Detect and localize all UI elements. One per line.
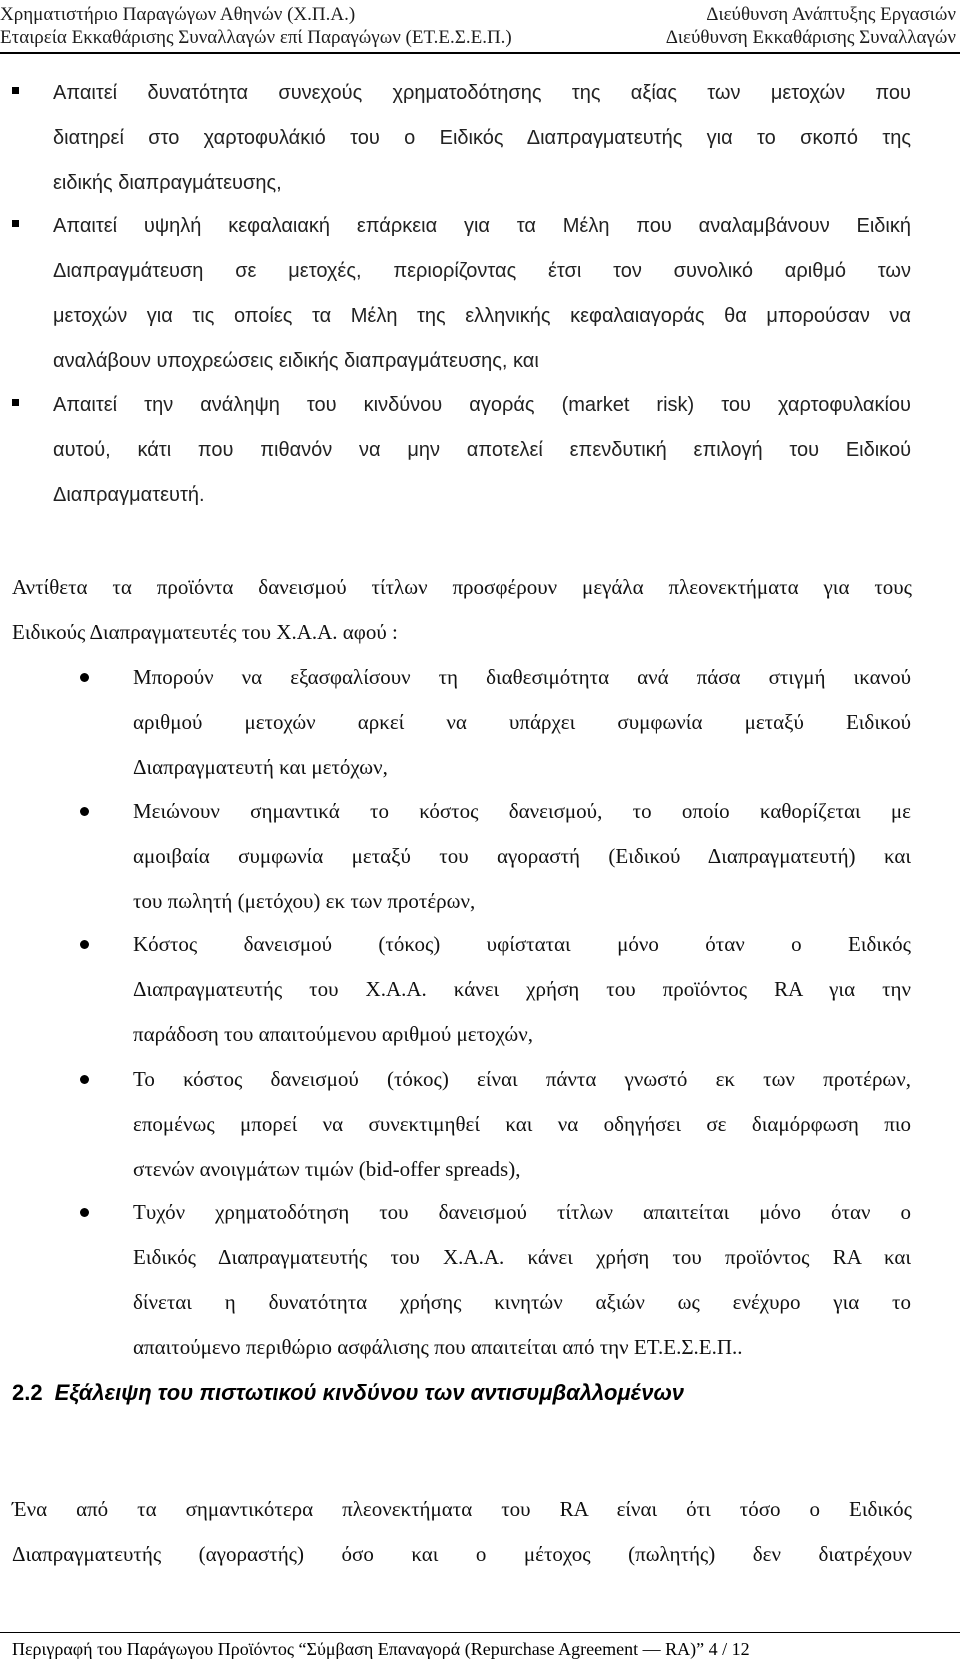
text-line: αμοιβαία συμφωνία μεταξύ του αγοραστή (Ειδικού Διαπραγματευτή) και [133,844,911,868]
text-line: Μειώνουν σημαντικά το κόστος δανεισμού, το οποίο καθορίζεται με [133,799,911,823]
square-bullet-icon [12,220,19,227]
round-bullet-icon [80,673,89,682]
page-header-row-1 [0,3,960,27]
text-line: αριθμού μετοχών αρκεί να υπάρχει συμφωνία μεταξύ Ειδικού [133,710,911,734]
text-line: διατηρεί στο χαρτοφυλάκιό του ο Ειδικός Διαπραγματευτής για το σκοπό της [53,127,911,149]
section-number: 2.2 [12,1380,43,1405]
text-line: δίνεται η δυνατότητα χρήσης κινητών αξιών ως ενέχυρο για το [133,1290,911,1314]
text-line: Ένα από τα σημαντικότερα πλεονεκτήματα του RA είναι ότι τόσο ο Ειδικός [12,1497,912,1521]
text-line: Κόστος δανεισμού (τόκος) υφίσταται μόνο όταν ο Ειδικός [133,932,911,956]
text-line: αυτού, κάτι που πιθανόν να μην αποτελεί επενδυτική επιλογή του Ειδικού [53,439,911,461]
header-department: Διεύθυνση Ανάπτυξης Εργασιών [706,4,956,25]
text-line: Το κόστος δανεισμού (τόκος) είναι πάντα γνωστό εκ των προτέρων, [133,1067,911,1091]
header-clearing-department: Διεύθυνση Εκκαθάρισης Συναλλαγών [665,27,956,48]
text-line: Τυχόν χρηματοδότηση του δανεισμού τίτλων απαιτείται μόνο όταν ο [133,1200,911,1224]
text-line: Διαπραγματευτής του Χ.Α.Α. κάνει χρήση του προϊόντος RA για την [133,977,911,1001]
text-line: μετοχών για τις οποίες τα Μέλη της ελληνικής κεφαλαιαγοράς θα μπορούσαν να [53,305,911,327]
text-line: Διαπραγματευτής (αγοραστής) όσο και ο μέτοχος (πωλητής) δεν διατρέχουν [12,1542,912,1566]
bullet-paragraph [53,71,911,206]
text-line: αναλάβουν υποχρεώσεις ειδικής διαπραγμάτευσης, και [53,350,539,372]
footer-text: Περιγραφή του Παράγωγου Προϊόντος “Σύμβαση Επαναγορά (Repurchase Agreement — RA)” 4 / 12 [12,1639,750,1659]
bullet-paragraph [53,204,911,384]
round-bullet-icon [80,1075,89,1084]
bullet-paragraph [53,383,911,518]
text-line: Απαιτεί δυνατότητα συνεχούς χρηματοδότησης της αξίας των μετοχών που [53,82,911,104]
section-title: Εξάλειψη του πιστωτικού κινδύνου των αντισυμβαλλομένων [54,1380,685,1405]
text-line: Απαιτεί την ανάληψη του κινδύνου αγοράς (market risk) του χαρτοφυλακίου [53,394,911,416]
round-bullet-icon [80,940,89,949]
header-organization: Χρηματιστήριο Παραγώγων Αθηνών (Χ.Π.Α.) [0,4,356,25]
header-clearing-house: Εταιρεία Εκκαθάρισης Συναλλαγών επί Παραγώγων (ΕΤ.Ε.Σ.Ε.Π.) [0,27,512,48]
text-line: Διαπραγματευτή. [53,484,205,506]
bullet-paragraph [133,789,911,924]
footer-rule [0,1632,960,1633]
text-line: απαιτούμενο περιθώριο ασφάλισης που απαιτείται από την ΕΤ.Ε.Σ.Ε.Π.. [133,1335,743,1359]
bullet-paragraph [133,1057,911,1192]
bullet-paragraph [133,655,911,790]
text-line: επομένως μπορεί να συνεκτιμηθεί και να οδηγήσει σε διαμόρφωση πιο [133,1112,911,1136]
header-rule [0,52,960,54]
text-line: ειδικής διαπραγμάτευσης, [53,172,282,194]
page-footer [0,1636,960,1662]
text-line: Μπορούν να εξασφαλίσουν τη διαθεσιμότητα ανά πάσα στιγμή ικανού [133,665,911,689]
text-line: Ειδικούς Διαπραγματευτές του Χ.Α.Α. αφού : [12,620,398,644]
round-bullet-icon [80,1208,89,1217]
text-line: παράδοση του απαιτούμενου αριθμού μετοχών, [133,1022,533,1046]
page-header-row-2 [0,26,960,50]
text-line: στενών ανοιγμάτων τιμών (bid-offer spreads), [133,1157,521,1181]
text-line: Αντίθετα τα προϊόντα δανεισμού τίτλων προσφέρουν μεγάλα πλεονεκτήματα για τους [12,575,912,599]
text-line: Διαπραγματευτή και μετόχων, [133,755,388,779]
closing-paragraph [12,1487,912,1577]
bullet-paragraph [133,1190,911,1370]
bullet-paragraph [133,922,911,1057]
section-heading [12,1378,684,1408]
intro-paragraph [12,565,912,655]
text-line: του πωλητή (μετόχου) εκ των προτέρων, [133,889,476,913]
text-line: Απαιτεί υψηλή κεφαλαιακή επάρκεια για τα Μέλη που αναλαμβάνουν Ειδική [53,215,911,237]
square-bullet-icon [12,87,19,94]
text-line: Διαπραγμάτευση σε μετοχές, περιορίζοντας έτσι τον συνολικό αριθμό των [53,260,911,282]
round-bullet-icon [80,807,89,816]
text-line: Ειδικός Διαπραγματευτής του Χ.Α.Α. κάνει χρήση του προϊόντος RA και [133,1245,911,1269]
square-bullet-icon [12,399,19,406]
